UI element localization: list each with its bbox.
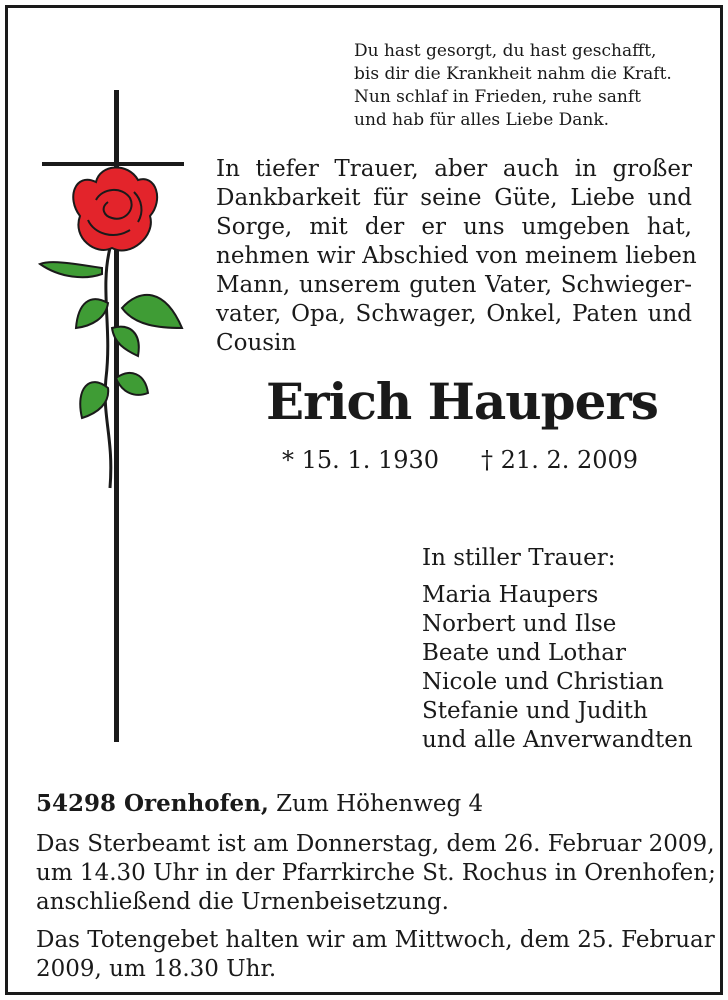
mourner-name: Nicole und Christian xyxy=(422,669,664,695)
poem-line: und hab für alles Liebe Dank. xyxy=(354,110,610,130)
deceased-name: Erich Haupers xyxy=(266,372,658,431)
notice-line: 2009, um 18.30 Uhr. xyxy=(36,956,277,982)
mourner-name: Stefanie und Judith xyxy=(422,698,648,724)
intro-text xyxy=(216,155,697,358)
mourners-heading: In stiller Trauer: xyxy=(422,545,616,571)
intro-line: Sorge, mit der er uns umgeben hat, xyxy=(216,214,692,240)
mourner-name: Maria Haupers xyxy=(422,582,599,608)
notice-line: anschließend die Urnenbeisetzung. xyxy=(36,889,449,915)
poem xyxy=(354,40,672,132)
mourner-name: und alle Anverwandten xyxy=(422,727,693,753)
poem-line: bis dir die Krankheit nahm die Kraft. xyxy=(354,64,672,84)
notice-line: Das Totengebet halten wir am Mittwoch, dem 25. Februar xyxy=(36,927,715,953)
address-street: Zum Höhenweg 4 xyxy=(276,791,484,817)
address xyxy=(36,790,483,817)
notice-line: Das Sterbeamt ist am Donnerstag, dem 26. Februar 2009, xyxy=(36,831,715,857)
birth-date: * 15. 1. 1930 xyxy=(282,446,440,474)
mourner-name: Norbert und Ilse xyxy=(422,611,617,637)
intro-line: Mann, unserem guten Vater, Schwieger- xyxy=(216,272,692,298)
intro-line: vater, Opa, Schwager, Onkel, Paten und xyxy=(216,301,692,327)
intro-line: nehmen wir Abschied von meinem lieben xyxy=(216,243,697,269)
notice-line: um 14.30 Uhr in der Pfarrkirche St. Rochus in Orenhofen; xyxy=(36,860,716,886)
death-date: † 21. 2. 2009 xyxy=(481,446,639,474)
mourners-block xyxy=(422,544,693,755)
intro-line: In tiefer Trauer, aber auch in großer xyxy=(216,156,692,182)
intro-line: Dankbarkeit für seine Güte, Liebe und xyxy=(216,185,692,211)
life-dates xyxy=(282,446,638,474)
prayer-notice xyxy=(36,926,715,984)
intro-line: Cousin xyxy=(216,330,297,356)
address-city: 54298 Orenhofen, xyxy=(36,790,269,817)
poem-line: Nun schlaf in Frieden, ruhe sanft xyxy=(354,87,641,107)
funeral-notice xyxy=(36,830,716,917)
poem-line: Du hast gesorgt, du hast geschafft, xyxy=(354,41,657,61)
cross-with-rose-illustration xyxy=(30,88,190,748)
mourner-name: Beate und Lothar xyxy=(422,640,626,666)
